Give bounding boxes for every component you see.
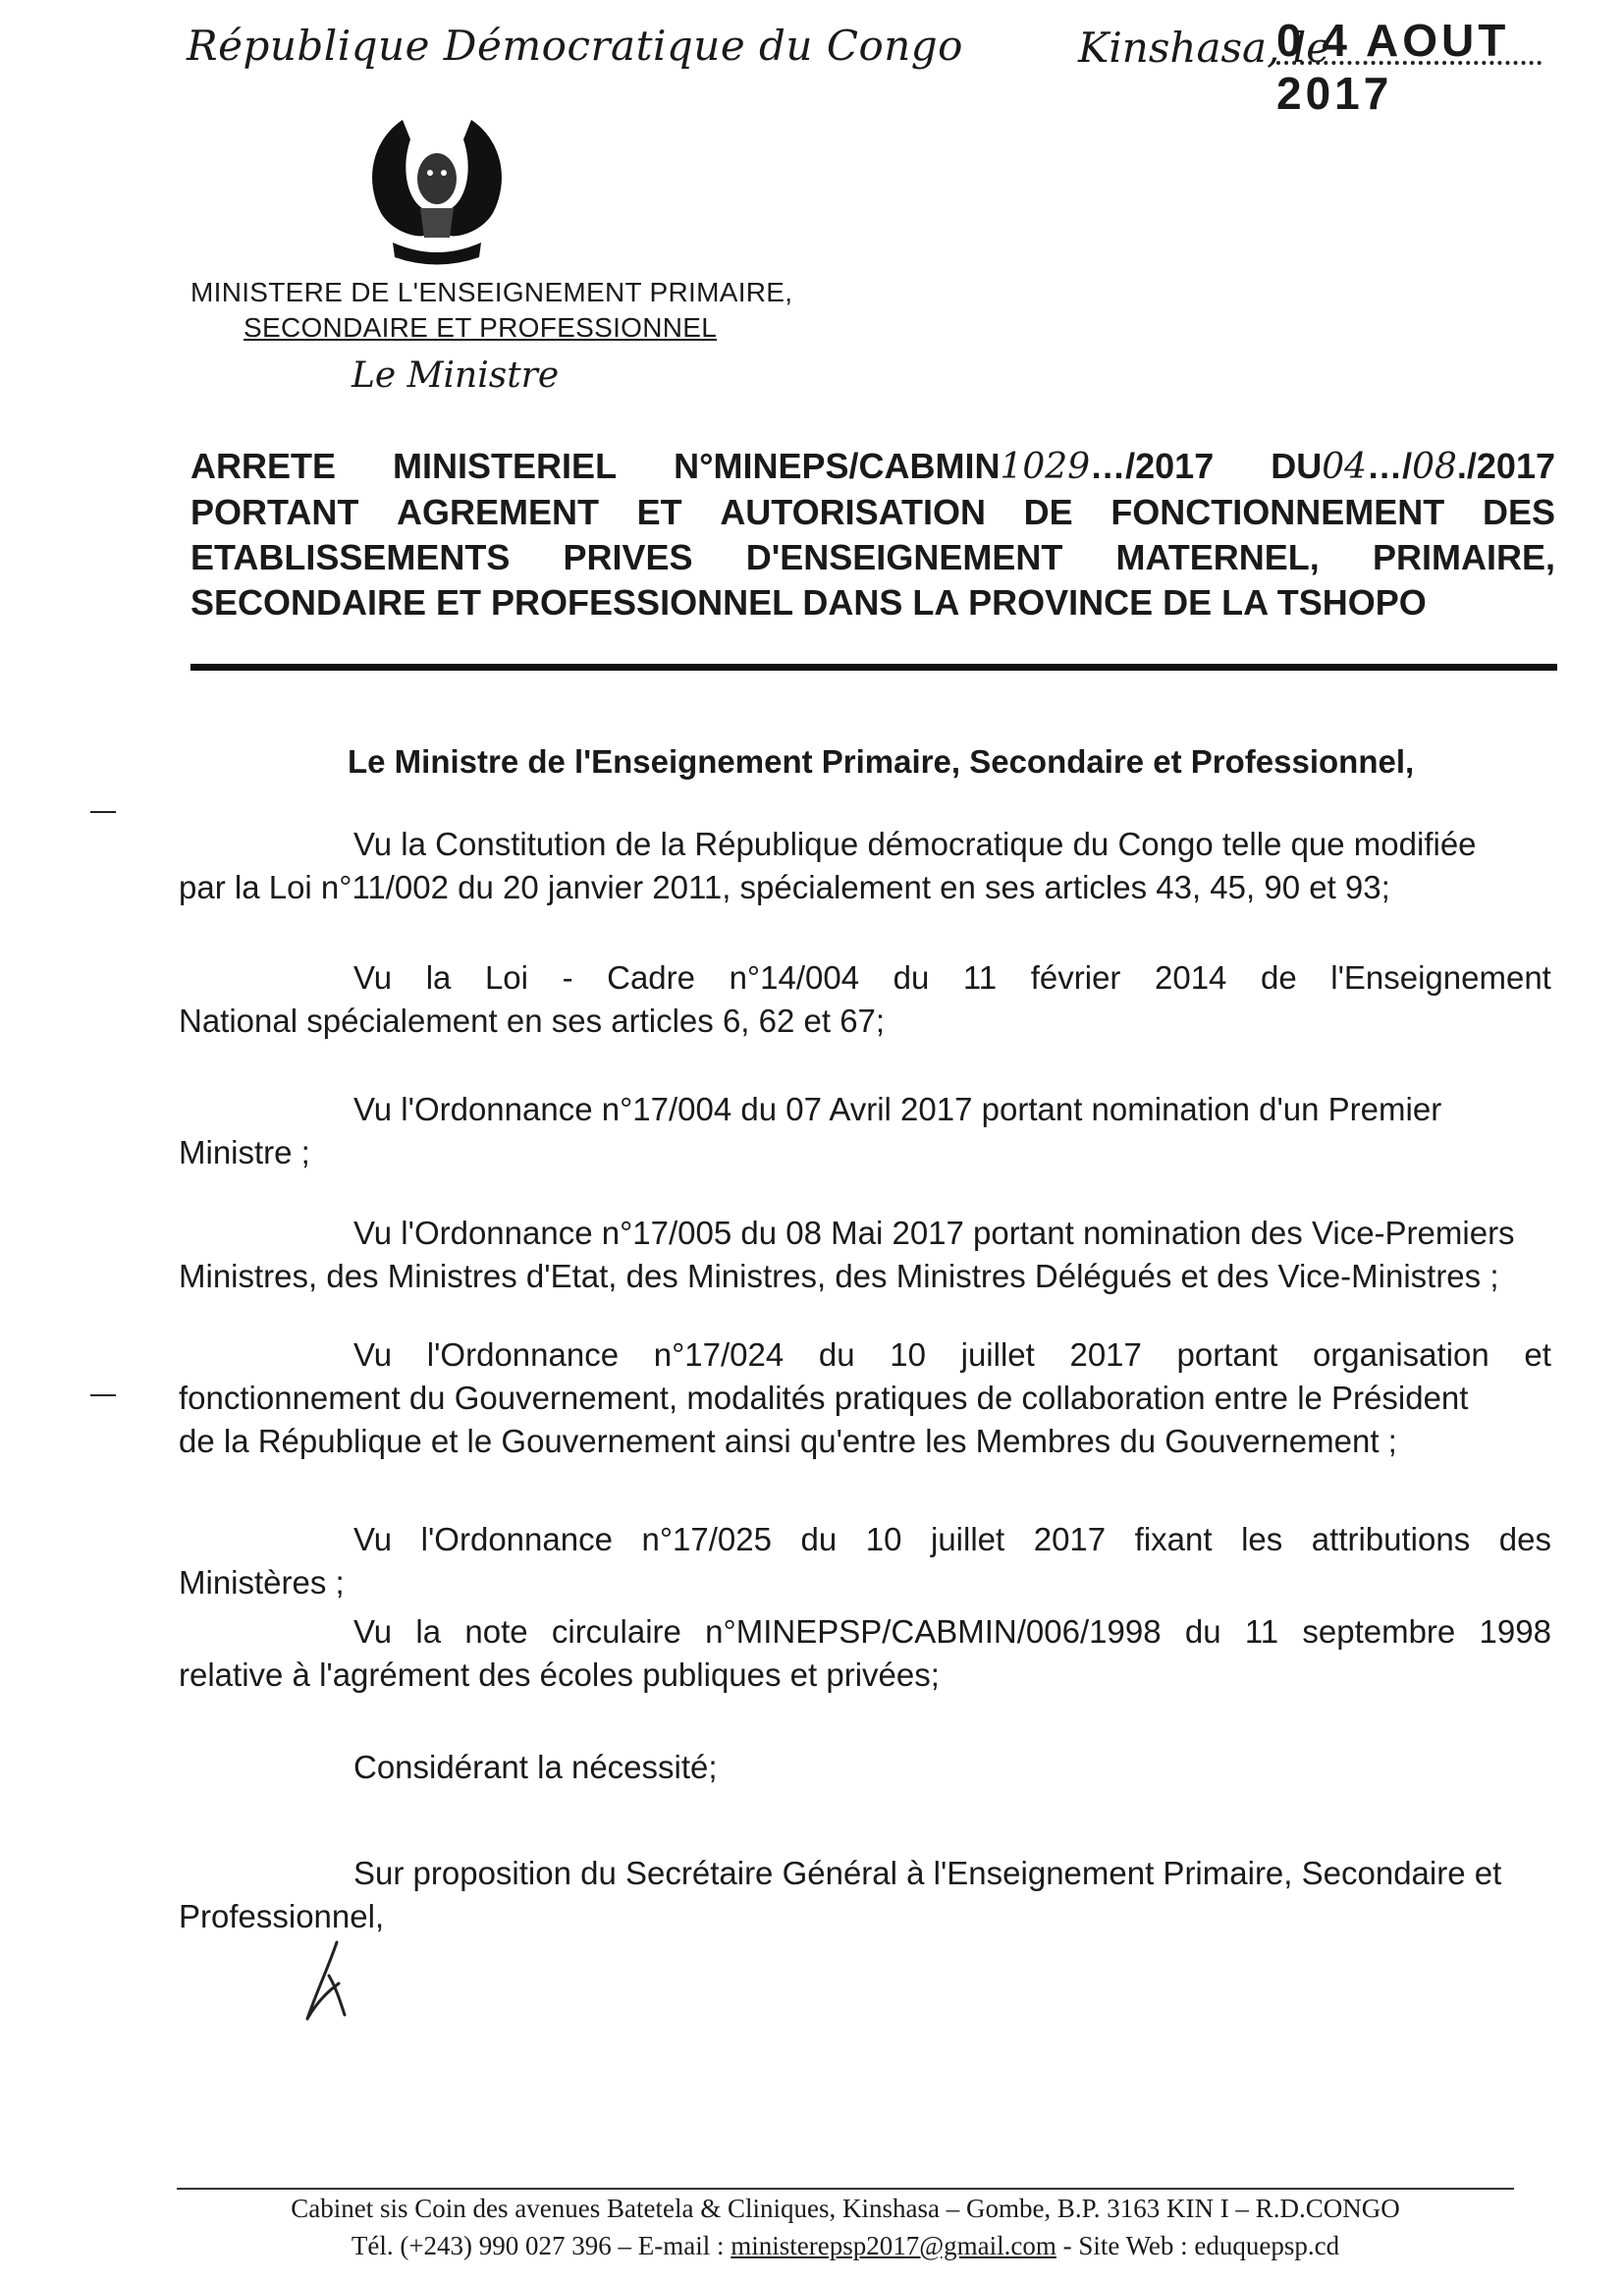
paragraph-loi-cadre: Vu la Loi - Cadre n°14/004 du 11 février 2014 de l'Enseignement National spécialement en ses articles 6, 62 et 67; — [179, 959, 1551, 1039]
decree-title — [190, 444, 1555, 625]
date-stamp: 0 4 AOUT 2017 — [1276, 15, 1510, 119]
le-ministre-label: Le Ministre — [352, 355, 560, 396]
city-label: Kinshasa, le — [1078, 24, 1331, 72]
ministry-name-line1: MINISTERE DE L'ENSEIGNEMENT PRIMAIRE, — [190, 277, 793, 307]
intro-heading: Le Ministre de l'Enseignement Primaire, Secondaire et Professionnel, — [348, 743, 1415, 780]
ministry-name-line2: SECONDAIRE ET PROFESSIONNEL — [244, 312, 718, 343]
handwritten-decree-number: 1029 — [1000, 447, 1091, 487]
paragraph-constitution: Vu la Constitution de la République démocratique du Congo telle que modifiée par la Loi n°11/002 du 20 janvier 2011, spécialement en ses articles 43, 45, 90 et 93; — [179, 826, 1477, 905]
paragraph-ordonnance-025: Vu l'Ordonnance n°17/025 du 10 juillet 2017 fixant les attributions des Ministères ; — [179, 1521, 1551, 1601]
paragraph-note-circulaire: Vu la note circulaire n°MINEPSP/CABMIN/006/1998 du 11 septembre 1998 relative à l'agrément des écoles publiques et privées; — [179, 1613, 1551, 1693]
title-line-1: ARRETE MINISTERIEL N°MINEPS/CABMIN1029…/2017 DU04…/08./2017 — [190, 446, 1555, 487]
title-divider — [190, 664, 1557, 671]
paragraph-ordonnance-005: Vu l'Ordonnance n°17/005 du 08 Mai 2017 portant nomination des Vice-Premiers Ministres, des Ministres d'Etat, des Ministres, des Ministres Délégués et des Vice-Ministres ; — [179, 1215, 1515, 1294]
handwritten-month: 08 — [1412, 447, 1457, 487]
paragraph-ordonnance-024: Vu l'Ordonnance n°17/024 du 10 juillet 2017 portant organisation et fonctionnement du Gouvernement, modalités pratiques de collaboration entre le Président de la République et le Gouvernement ainsi qu'entre les Membres du Gouvernement ; — [179, 1336, 1551, 1459]
footer-contact: Tél. (+243) 990 027 396 – E-mail : ministerepsp2017@gmail.com - Site Web : eduquepsp.cd — [351, 2231, 1340, 2260]
paragraph-ordonnance-004: Vu l'Ordonnance n°17/004 du 07 Avril 2017 portant nomination d'un Premier Ministre ; — [179, 1091, 1442, 1170]
title-line-3: ETABLISSEMENTS PRIVES D'ENSEIGNEMENT MATERNEL, PRIMAIRE, — [190, 537, 1555, 577]
title-line-4: SECONDAIRE ET PROFESSIONNEL DANS LA PROVINCE DE LA TSHOPO — [190, 582, 1427, 623]
margin-mark — [90, 1394, 116, 1396]
country-header: République Démocratique du Congo — [187, 22, 963, 70]
handwritten-initials — [290, 1936, 368, 2025]
footer-address: Cabinet sis Coin des avenues Batetela & Cliniques, Kinshasa – Gombe, B.P. 3163 KIN I – R.D.CONGO — [291, 2194, 1400, 2223]
margin-mark — [90, 811, 116, 813]
handwritten-day: 04 — [1322, 447, 1368, 487]
email-link[interactable]: ministerepsp2017@gmail.com — [731, 2231, 1056, 2260]
coat-of-arms-emblem — [363, 110, 511, 267]
title-line-2: PORTANT AGREMENT ET AUTORISATION DE FONCTIONNEMENT DES — [190, 492, 1555, 532]
website-link[interactable]: eduquepsp.cd — [1194, 2231, 1340, 2260]
date-dotted-line — [1276, 61, 1542, 65]
footer-divider — [177, 2188, 1514, 2190]
paragraph-proposition: Sur proposition du Secrétaire Général à l'Enseignement Primaire, Secondaire et Professionnel, — [179, 1855, 1502, 1934]
paragraph-considerant: Considérant la nécessité; — [353, 1749, 718, 1785]
